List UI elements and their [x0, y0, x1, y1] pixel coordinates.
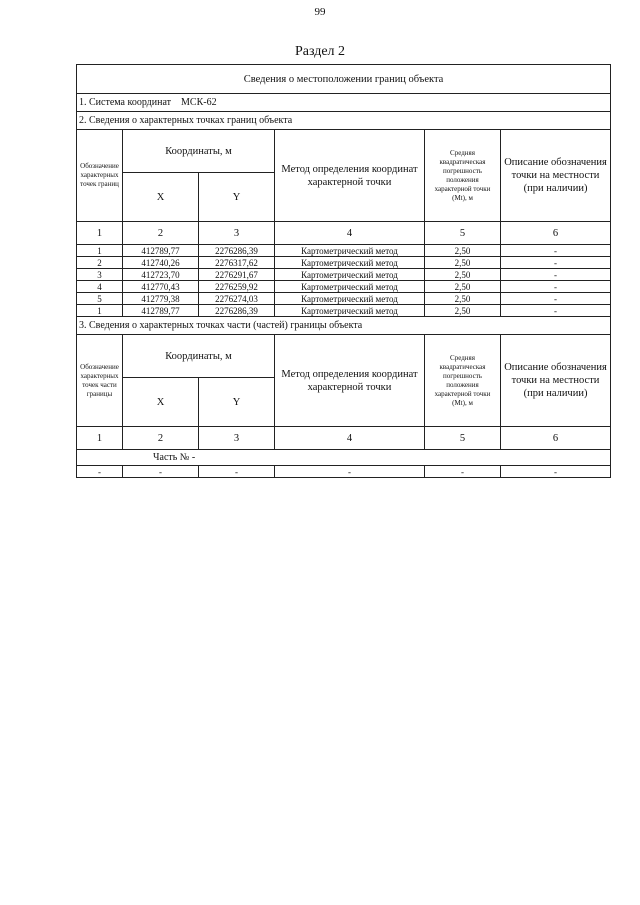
- cell-x: 412789,77: [123, 305, 199, 317]
- col-number: 6: [501, 222, 611, 245]
- col-number: 3: [199, 427, 275, 450]
- col-number: 4: [275, 222, 425, 245]
- cell-description: -: [501, 269, 611, 281]
- column-numbers-row-3: [77, 427, 611, 450]
- header-description: Описание обозначения точки на местности (при наличии): [501, 130, 611, 222]
- cell-x: 412789,77: [123, 245, 199, 257]
- cell-point: 5: [77, 293, 123, 305]
- empty-cell: -: [275, 466, 425, 478]
- header3-x: X: [123, 378, 199, 427]
- cell-method: Картометрический метод: [275, 269, 425, 281]
- header-method: Метод определения координат характерной точки: [275, 130, 425, 222]
- col-number: 5: [425, 427, 501, 450]
- empty-cell: -: [77, 466, 123, 478]
- cell-point: 1: [77, 245, 123, 257]
- cell-description: -: [501, 281, 611, 293]
- cell-description: -: [501, 305, 611, 317]
- cell-point: 2: [77, 257, 123, 269]
- table-row: [77, 281, 611, 293]
- column-numbers-row: [77, 222, 611, 245]
- page-number: 99: [314, 6, 326, 18]
- col-number: 5: [425, 222, 501, 245]
- header-error: Средняя квадратическая погрешность положения характерной точки (Mt), м: [425, 130, 501, 222]
- cell-error: 2,50: [425, 269, 501, 281]
- header-coords: Координаты, м: [123, 130, 275, 173]
- cell-y: 2276291,67: [199, 269, 275, 281]
- col-number: 4: [275, 427, 425, 450]
- cell-error: 2,50: [425, 245, 501, 257]
- col-number: 2: [123, 427, 199, 450]
- cell-method: Картометрический метод: [275, 281, 425, 293]
- table-row: [77, 257, 611, 269]
- empty-cell: -: [501, 466, 611, 478]
- table-row: [77, 293, 611, 305]
- col-number: 1: [77, 222, 123, 245]
- cell-x: 412740,26: [123, 257, 199, 269]
- cell-description: -: [501, 293, 611, 305]
- cell-y: 2276274,03: [199, 293, 275, 305]
- table-title: Сведения о местоположении границ объекта: [77, 65, 611, 94]
- header-x: X: [123, 173, 199, 222]
- cell-y: 2276317,62: [199, 257, 275, 269]
- col-number: 6: [501, 427, 611, 450]
- cell-method: Картометрический метод: [275, 293, 425, 305]
- col-number: 3: [199, 222, 275, 245]
- cell-error: 2,50: [425, 281, 501, 293]
- header-point-designation: Обозначение характерных точек границ: [77, 130, 123, 222]
- col-number: 2: [123, 222, 199, 245]
- section3-label: 3. Сведения о характерных точках части (частей) границы объекта: [77, 317, 611, 335]
- header3-point-designation: Обозначение характерных точек части границы: [77, 335, 123, 427]
- table-row: [77, 269, 611, 281]
- header3-coords: Координаты, м: [123, 335, 275, 378]
- empty-row: [77, 466, 611, 478]
- cell-x: 412770,43: [123, 281, 199, 293]
- cell-description: -: [501, 245, 611, 257]
- coord-system-value: МСК-62: [181, 97, 217, 108]
- cell-error: 2,50: [425, 257, 501, 269]
- empty-cell: -: [199, 466, 275, 478]
- table-row: [77, 245, 611, 257]
- col-number: 1: [77, 427, 123, 450]
- cell-method: Картометрический метод: [275, 257, 425, 269]
- cell-point: 1: [77, 305, 123, 317]
- cell-method: Картометрический метод: [275, 245, 425, 257]
- part-label: Часть № -: [77, 450, 611, 466]
- cell-description: -: [501, 257, 611, 269]
- header3-y: Y: [199, 378, 275, 427]
- empty-cell: -: [425, 466, 501, 478]
- header3-method: Метод определения координат характерной точки: [275, 335, 425, 427]
- coord-system-row: [77, 94, 611, 112]
- cell-point: 3: [77, 269, 123, 281]
- boundary-table: [76, 64, 611, 478]
- section-title: Раздел 2: [294, 44, 346, 59]
- cell-y: 2276286,39: [199, 305, 275, 317]
- coord-system-label: 1. Система координат: [79, 97, 172, 108]
- cell-point: 4: [77, 281, 123, 293]
- cell-error: 2,50: [425, 305, 501, 317]
- header3-error: Средняя квадратическая погрешность положения характерной точки (Mt), м: [425, 335, 501, 427]
- table-row: [77, 305, 611, 317]
- cell-y: 2276286,39: [199, 245, 275, 257]
- cell-x: 412723,70: [123, 269, 199, 281]
- cell-method: Картометрический метод: [275, 305, 425, 317]
- cell-error: 2,50: [425, 293, 501, 305]
- header3-description: Описание обозначения точки на местности (при наличии): [501, 335, 611, 427]
- section2-label: 2. Сведения о характерных точках границ объекта: [77, 112, 611, 130]
- empty-cell: -: [123, 466, 199, 478]
- header-y: Y: [199, 173, 275, 222]
- cell-y: 2276259,92: [199, 281, 275, 293]
- cell-x: 412779,38: [123, 293, 199, 305]
